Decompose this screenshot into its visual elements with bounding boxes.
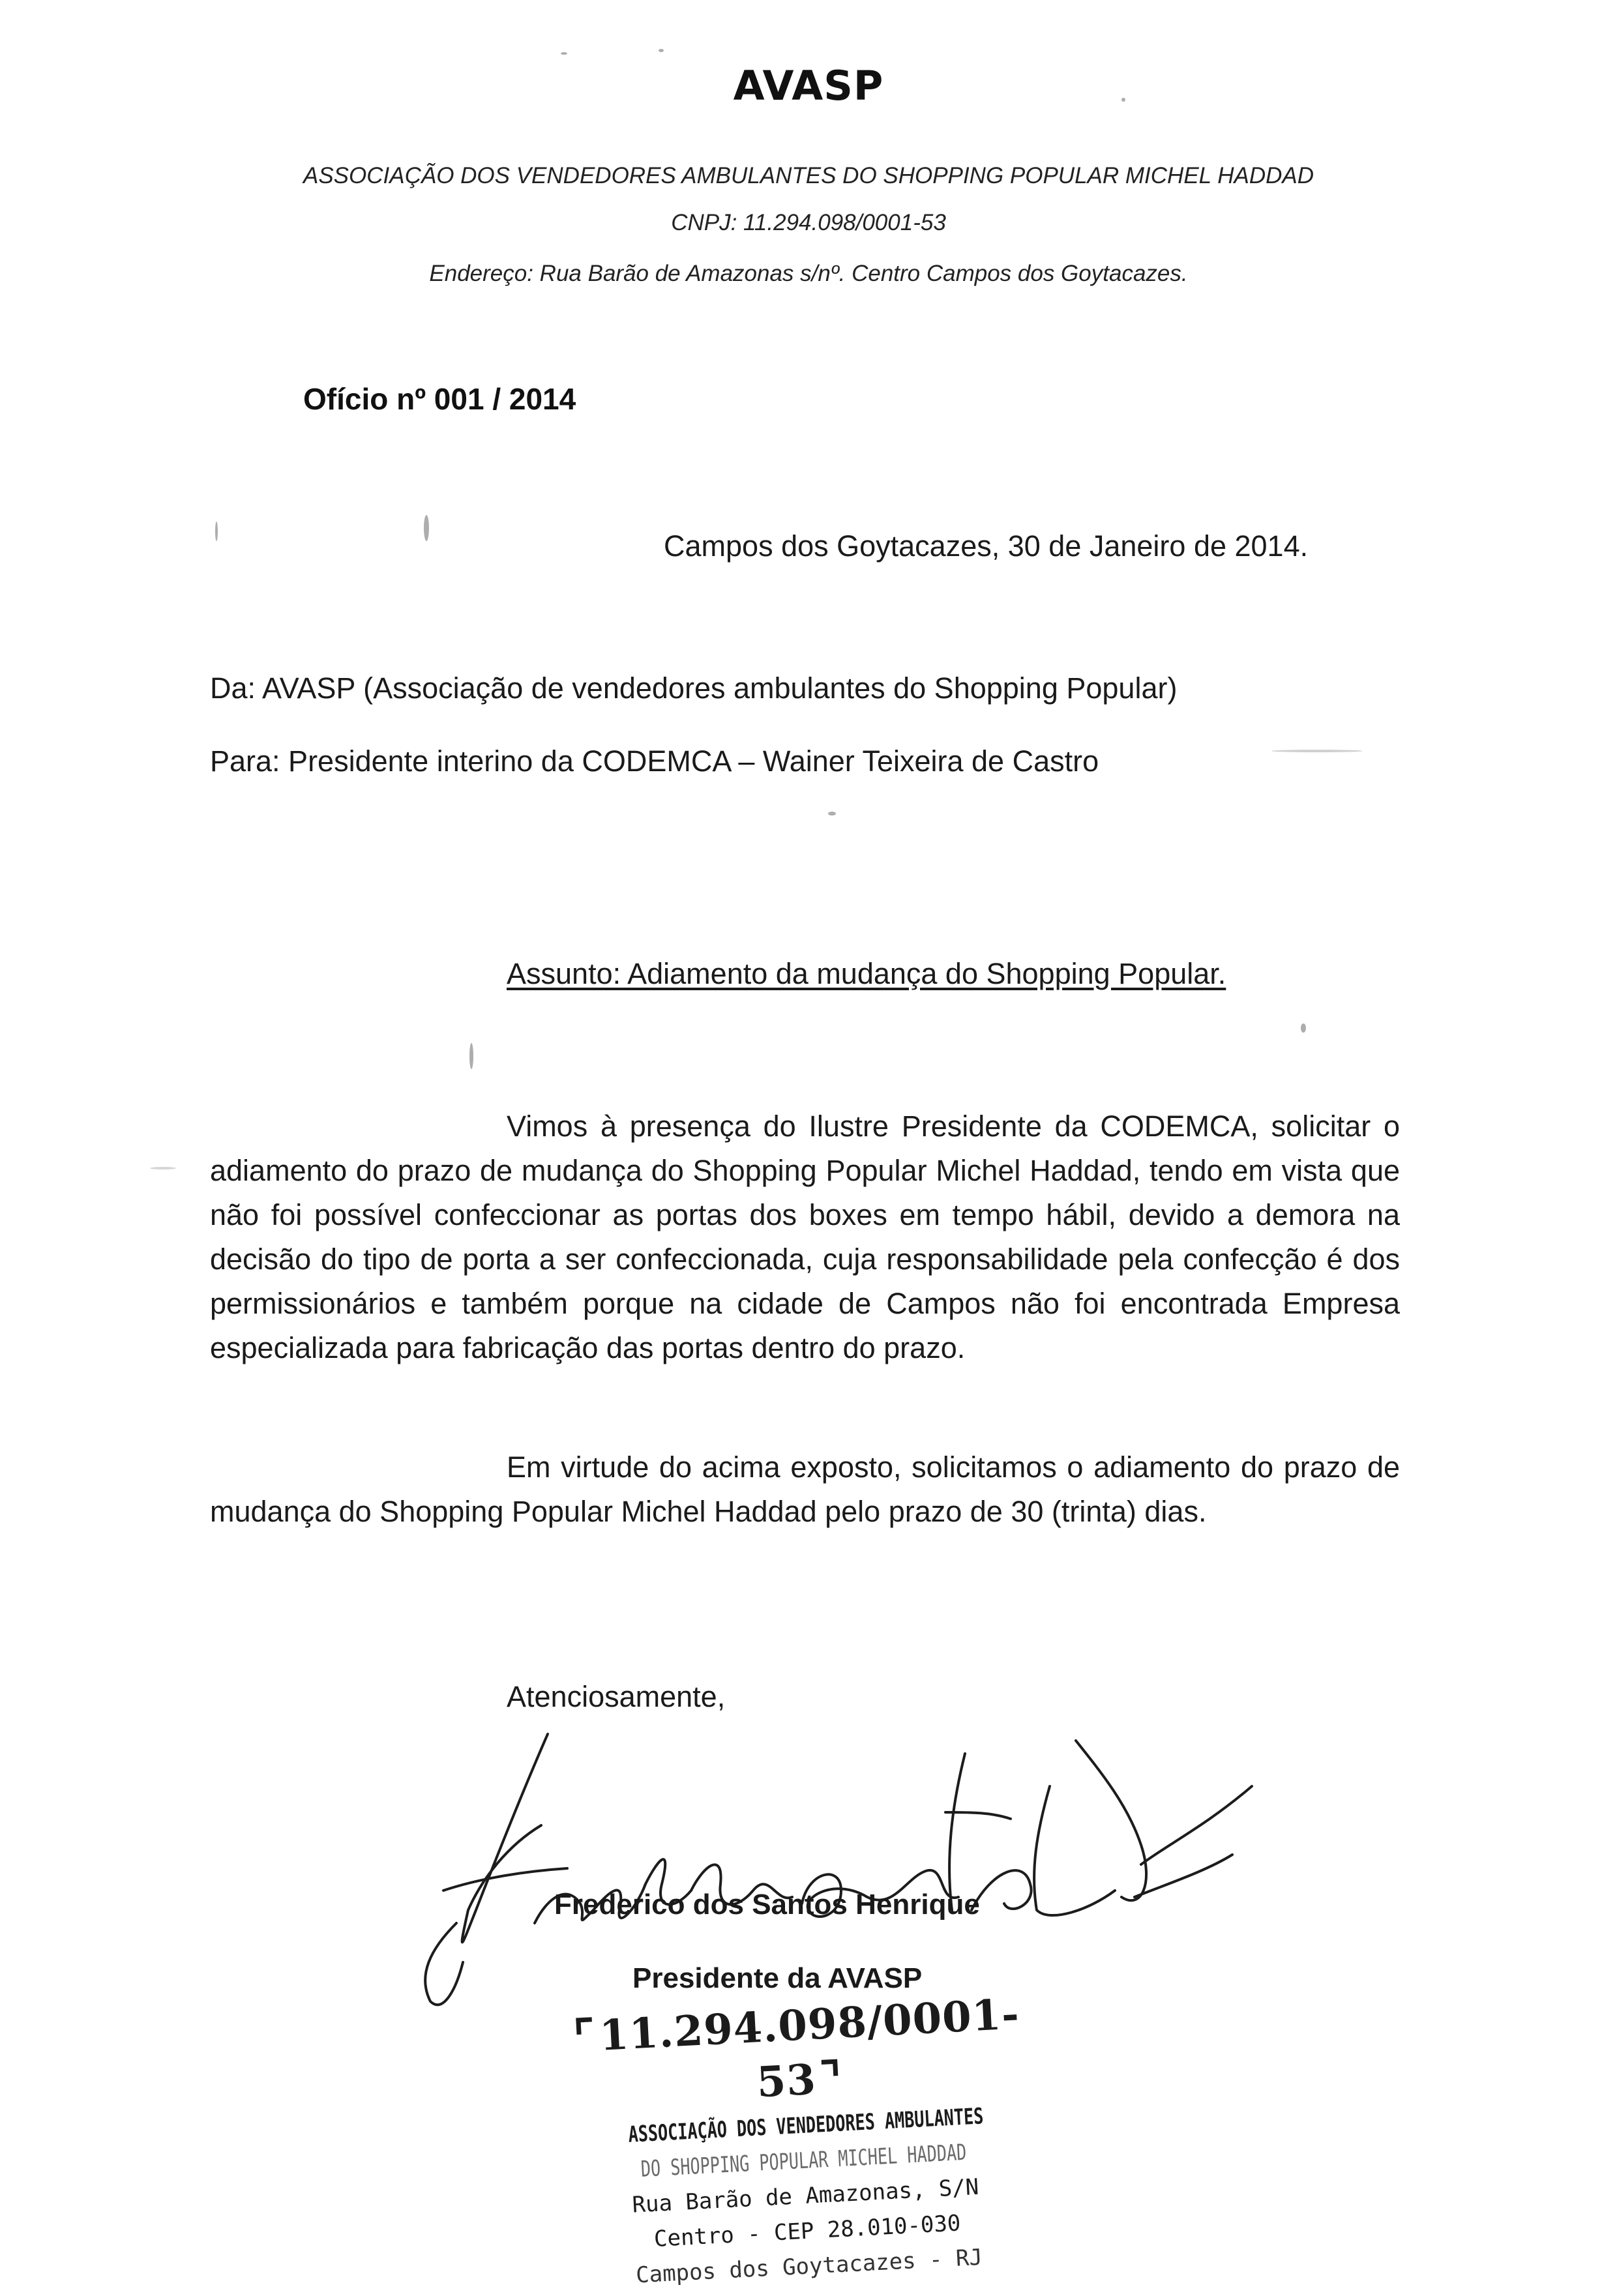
scan-speck bbox=[1301, 1023, 1306, 1033]
org-cnpj: CNPJ: 11.294.098/0001-53 bbox=[671, 210, 946, 235]
scan-speck bbox=[424, 515, 429, 541]
signer-name: Frederico dos Santos Henrique bbox=[554, 1889, 980, 1921]
scan-speck bbox=[215, 522, 218, 541]
closing: Atenciosamente, bbox=[507, 1680, 726, 1713]
scan-speck bbox=[659, 49, 664, 52]
scan-speck bbox=[150, 1167, 176, 1170]
scan-speck bbox=[561, 52, 567, 55]
stamp-address: Rua Barão de Amazonas, S/N bbox=[631, 2173, 980, 2218]
scan-speck bbox=[828, 812, 836, 816]
body-paragraph: Vimos à presença do Ilustre Presidente da CODEMCA, solicitar o adiamento do prazo de mudança do Shopping Popular Michel Haddad, tendo em vista que não foi possível confeccionar as portas dos boxes em tempo hábil, devido a demora na decisão do tipo de porta a ser confeccionada, cuja responsabilidade pela confecção é dos permissionários e também porque na cidade de Campos não foi encontrada Empresa especializada para fabricação das portas dentro do prazo. bbox=[210, 1110, 1400, 1364]
org-full-name: ASSOCIAÇÃO DOS VENDEDORES AMBULANTES DO SHOPPING POPULAR MICHEL HADDAD bbox=[303, 163, 1314, 188]
stamp-cnpj: 11.294.098/0001-53 bbox=[598, 1990, 1021, 2108]
scan-speck bbox=[1121, 98, 1125, 102]
document-number: Ofício nº 001 / 2014 bbox=[303, 382, 576, 416]
body-paragraph: Em virtude do acima exposto, solicitamos o adiamento do prazo de mudança do Shopping Popular Michel Haddad pelo prazo de 30 (trinta) dias. bbox=[210, 1450, 1400, 1528]
subject-line: Assunto: Adiamento da mudança do Shopping Popular. bbox=[507, 957, 1226, 990]
place-date: Campos dos Goytacazes, 30 de Janeiro de 2014. bbox=[664, 529, 1309, 563]
cnpj-stamp bbox=[561, 1986, 1044, 2289]
recipient-line: Para: Presidente interino da CODEMCA – Wainer Teixeira de Castro bbox=[210, 744, 1099, 778]
signer-role: Presidente da AVASP bbox=[632, 1962, 923, 1994]
stamp-org-line-1: ASSOCIAÇÃO DOS VENDEDORES AMBULANTES bbox=[627, 2103, 985, 2148]
stamp-bracket-right-icon: ⌝ bbox=[818, 2051, 844, 2107]
stamp-cep: Centro - CEP 28.010-030 bbox=[653, 2210, 962, 2252]
scan-speck bbox=[1271, 750, 1363, 752]
org-short-name: AVASP bbox=[733, 62, 884, 110]
sender-line: Da: AVASP (Associação de vendedores ambulantes do Shopping Popular) bbox=[210, 671, 1178, 705]
scan-speck bbox=[469, 1043, 473, 1069]
stamp-bracket-left-icon: ⌜ bbox=[572, 2009, 597, 2065]
org-address: Endereço: Rua Barão de Amazonas s/nº. Centro Campos dos Goytacazes. bbox=[429, 261, 1188, 286]
stamp-org-line-2: DO SHOPPING POPULAR MICHEL HADDAD bbox=[640, 2139, 968, 2183]
stamp-city: Campos dos Goytacazes - RJ bbox=[635, 2244, 983, 2289]
